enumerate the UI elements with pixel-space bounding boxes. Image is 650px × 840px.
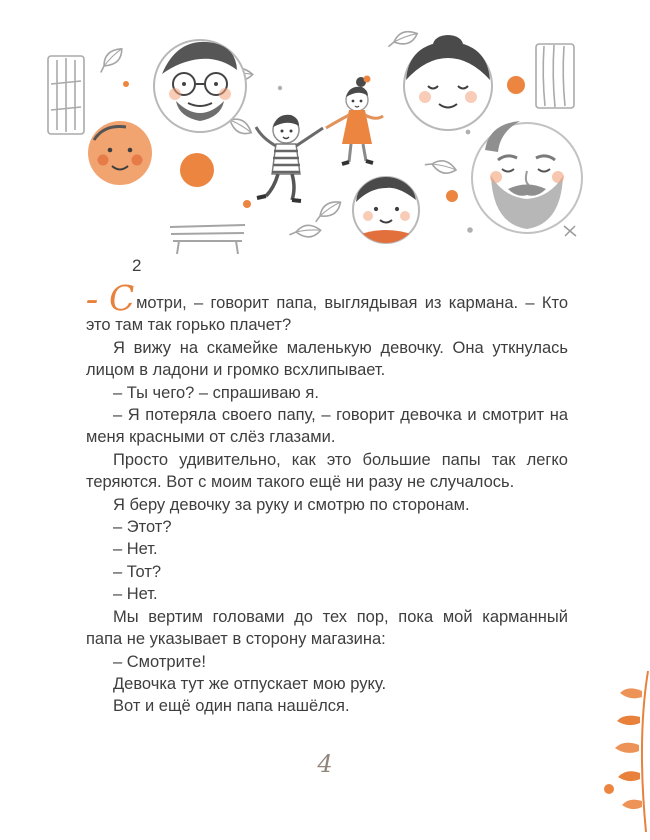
branch-leaf: [618, 771, 640, 781]
curtain-sketch: [536, 44, 574, 108]
story-text: [86, 278, 569, 718]
opening-paragraph: [86, 278, 569, 337]
grandpa-beard-portrait: [472, 121, 582, 233]
branch-leaf: [615, 743, 639, 753]
chapter-number: 2: [132, 256, 142, 275]
branch-leaf: [622, 800, 642, 809]
paragraph: – Этот?: [113, 518, 172, 537]
paragraph: – Я потеряла своего папу, – говорит девочка и смотрит на меня красными от слёз глазами.: [86, 406, 568, 447]
header-illustration: [30, 28, 590, 260]
mom-bun-portrait: [404, 35, 492, 130]
branch-dot: [604, 784, 614, 794]
page-number: 4: [317, 750, 333, 778]
paragraph: Вот и ещё один папа нашёлся.: [113, 697, 350, 716]
dancing-boy: [256, 115, 323, 201]
tower-sketch: [48, 56, 84, 134]
girl-orange-dress: [326, 76, 383, 165]
opening-dash: –: [86, 285, 110, 314]
paragraph: – Нет.: [113, 585, 158, 604]
paragraph: Девочка тут же отпускает мою руку.: [113, 674, 387, 693]
bench-sketch: [170, 225, 245, 254]
paragraph: – Смотрите!: [113, 652, 206, 671]
drop-cap-letter: С: [107, 278, 137, 320]
paragraph: Мы вертим головами до тех пор, пока мой карманный папа не указывает в сторону магазина:: [86, 607, 568, 649]
opening-text: мотри, – говорит папа, выглядывая из кармана. – Кто это там так горько плачет?: [86, 294, 569, 335]
paragraph: – Тот?: [113, 562, 162, 581]
branch-leaf: [617, 716, 640, 725]
paragraph: – Нет.: [113, 540, 158, 559]
paragraph: Просто удивительно, как это большие папы так легко теряются. Вот с моим такого ещё ни разу не случалось.: [86, 450, 568, 492]
paragraph: Я вижу на скамейке маленькую девочку. Она уткнулась лицом в ладони и громко всхлипывает.: [86, 338, 568, 380]
dad-orange-portrait: [88, 121, 152, 185]
corner-branch-decoration: [602, 669, 650, 834]
paragraph: Я беру девочку за руку и смотрю по сторонам.: [113, 495, 470, 514]
boy-orange-shirt-portrait: [353, 176, 419, 244]
dad-glasses-portrait: [154, 40, 246, 132]
sparkle: [564, 226, 576, 236]
branch-leaf: [620, 688, 642, 698]
branch-stem: [642, 671, 648, 832]
orange-ball: [180, 153, 214, 187]
paragraph: – Ты чего? – спрашиваю я.: [113, 383, 319, 402]
